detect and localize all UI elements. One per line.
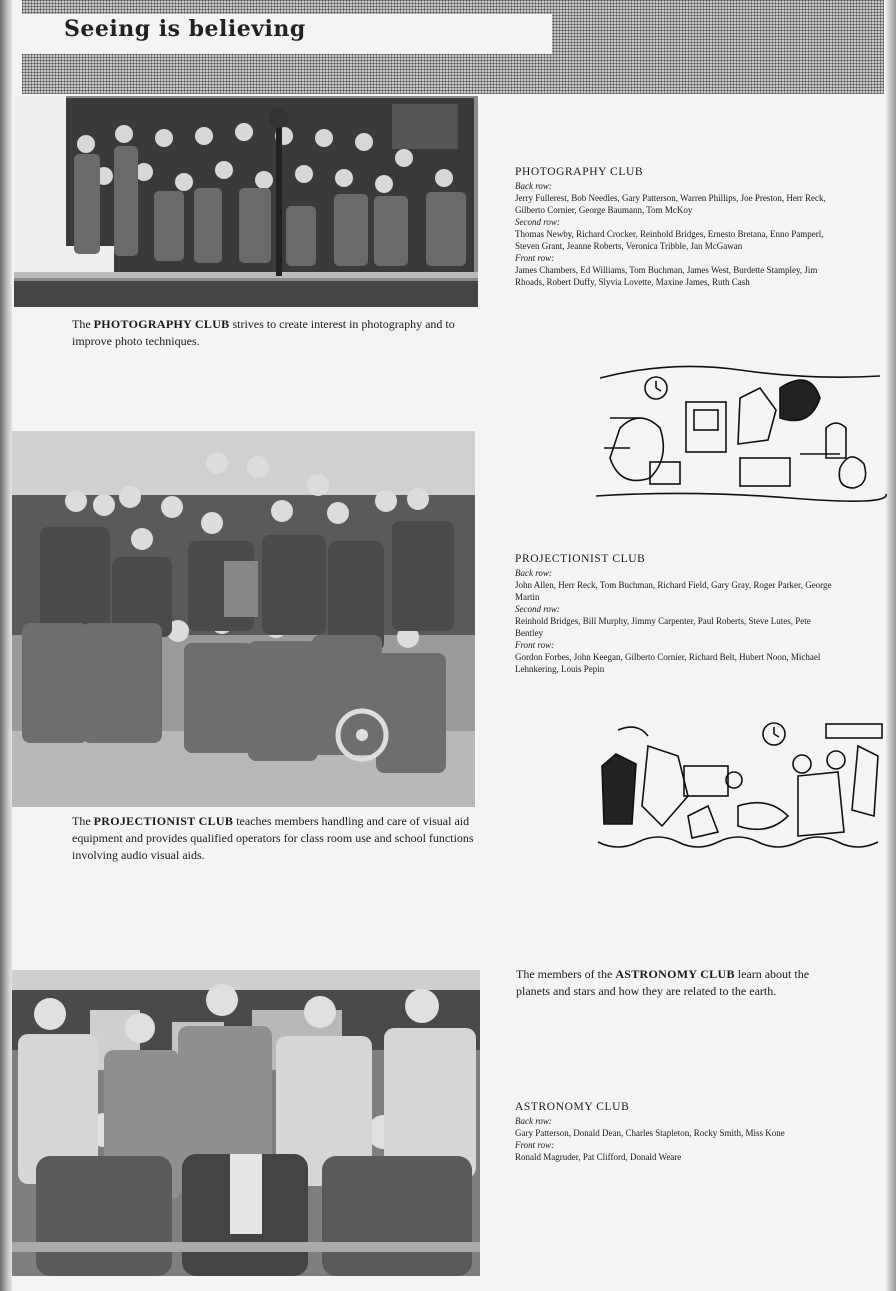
- second-row-label: Second row:: [515, 604, 560, 614]
- caption-text: strives to create interest in photography and to improve photo techniques.: [72, 317, 455, 348]
- second-row-names: Reinhold Bridges, Bill Murphy, Jimmy Carpenter, Paul Roberts, Steve Lutes, Pete Bentley: [515, 616, 811, 638]
- book-spine-shadow: [0, 0, 12, 1291]
- caption-club-name: PROJECTIONIST CLUB: [93, 814, 234, 828]
- caption-prefix: The: [72, 317, 94, 331]
- front-row-names: James Chambers, Ed Williams, Tom Buchman, James West, Burdette Stampley, Jim Rhoads, Robert Duffy, Slyvia Lovette, Maxine James, Ruth Cash: [515, 265, 818, 287]
- caption-text: teaches members handling and care of visual aid equipment and provides qualified operators for class room use and school functions involving audio visual aids.: [72, 814, 474, 862]
- caption-prefix: The: [72, 814, 94, 828]
- back-row-label: Back row:: [515, 568, 552, 578]
- photography-club-roster: [515, 166, 833, 288]
- page-edge-shadow: [886, 0, 896, 1291]
- back-row-label: Back row:: [515, 181, 552, 191]
- caption-text: learn about the planets and stars and how they are related to the earth.: [516, 967, 810, 998]
- photography-club-heading: PHOTOGRAPHY CLUB: [515, 166, 644, 178]
- back-row-names: Jerry Fullerest, Bob Needles, Gary Patterson, Warren Phillips, Joe Preston, Herr Reck, Gilberto Cornier, George Baumann, Tom McKoy: [515, 193, 826, 215]
- second-row-names: Thomas Newby, Richard Crocker, Reinhold Bridges, Ernesto Bretana, Enno Pamperl, Steven Grant, Jeanne Roberts, Veronica Tribble, Jan McGawan: [515, 229, 824, 251]
- front-row-label: Front row:: [515, 640, 555, 650]
- photography-club-photo: [14, 96, 478, 307]
- projectionist-club-photo: [12, 431, 475, 807]
- back-row-names: John Allen, Herr Reck, Tom Buchman, Richard Field, Gary Gray, Roger Parker, George Martin: [515, 580, 832, 602]
- second-row-label: Second row:: [515, 217, 560, 227]
- astronomy-club-caption: [516, 966, 836, 1000]
- front-row-names: Gordon Forbes, John Keegan, Gilberto Cornier, Richard Belt, Hubert Noon, Michael Lehnkering, Louis Pepin: [515, 652, 821, 674]
- projectionist-club-heading: PROJECTIONIST CLUB: [515, 553, 646, 565]
- astronomy-club-heading: ASTRONOMY CLUB: [515, 1101, 630, 1113]
- projectionist-club-roster: [515, 553, 833, 675]
- back-row-label: Back row:: [515, 1116, 552, 1126]
- astronomy-club-photo: [12, 970, 480, 1276]
- back-row-names: Gary Patterson, Donald Dean, Charles Stapleton, Rocky Smith, Miss Kone: [515, 1128, 785, 1138]
- front-row-label: Front row:: [515, 1140, 555, 1150]
- front-row-names: Ronald Magruder, Pat Clifford, Donald Weare: [515, 1152, 682, 1162]
- photography-club-caption: [72, 316, 482, 350]
- photography-cartoon-illustration: [590, 358, 888, 504]
- projectionist-cartoon-illustration: [588, 716, 888, 858]
- projectionist-club-caption: [72, 813, 482, 864]
- page-title: Seeing is believing: [64, 16, 306, 42]
- caption-prefix: The members of the: [516, 967, 616, 981]
- caption-club-name: PHOTOGRAPHY CLUB: [93, 317, 230, 331]
- front-row-label: Front row:: [515, 253, 555, 263]
- astronomy-club-roster: [515, 1101, 833, 1163]
- caption-club-name: ASTRONOMY CLUB: [615, 967, 735, 981]
